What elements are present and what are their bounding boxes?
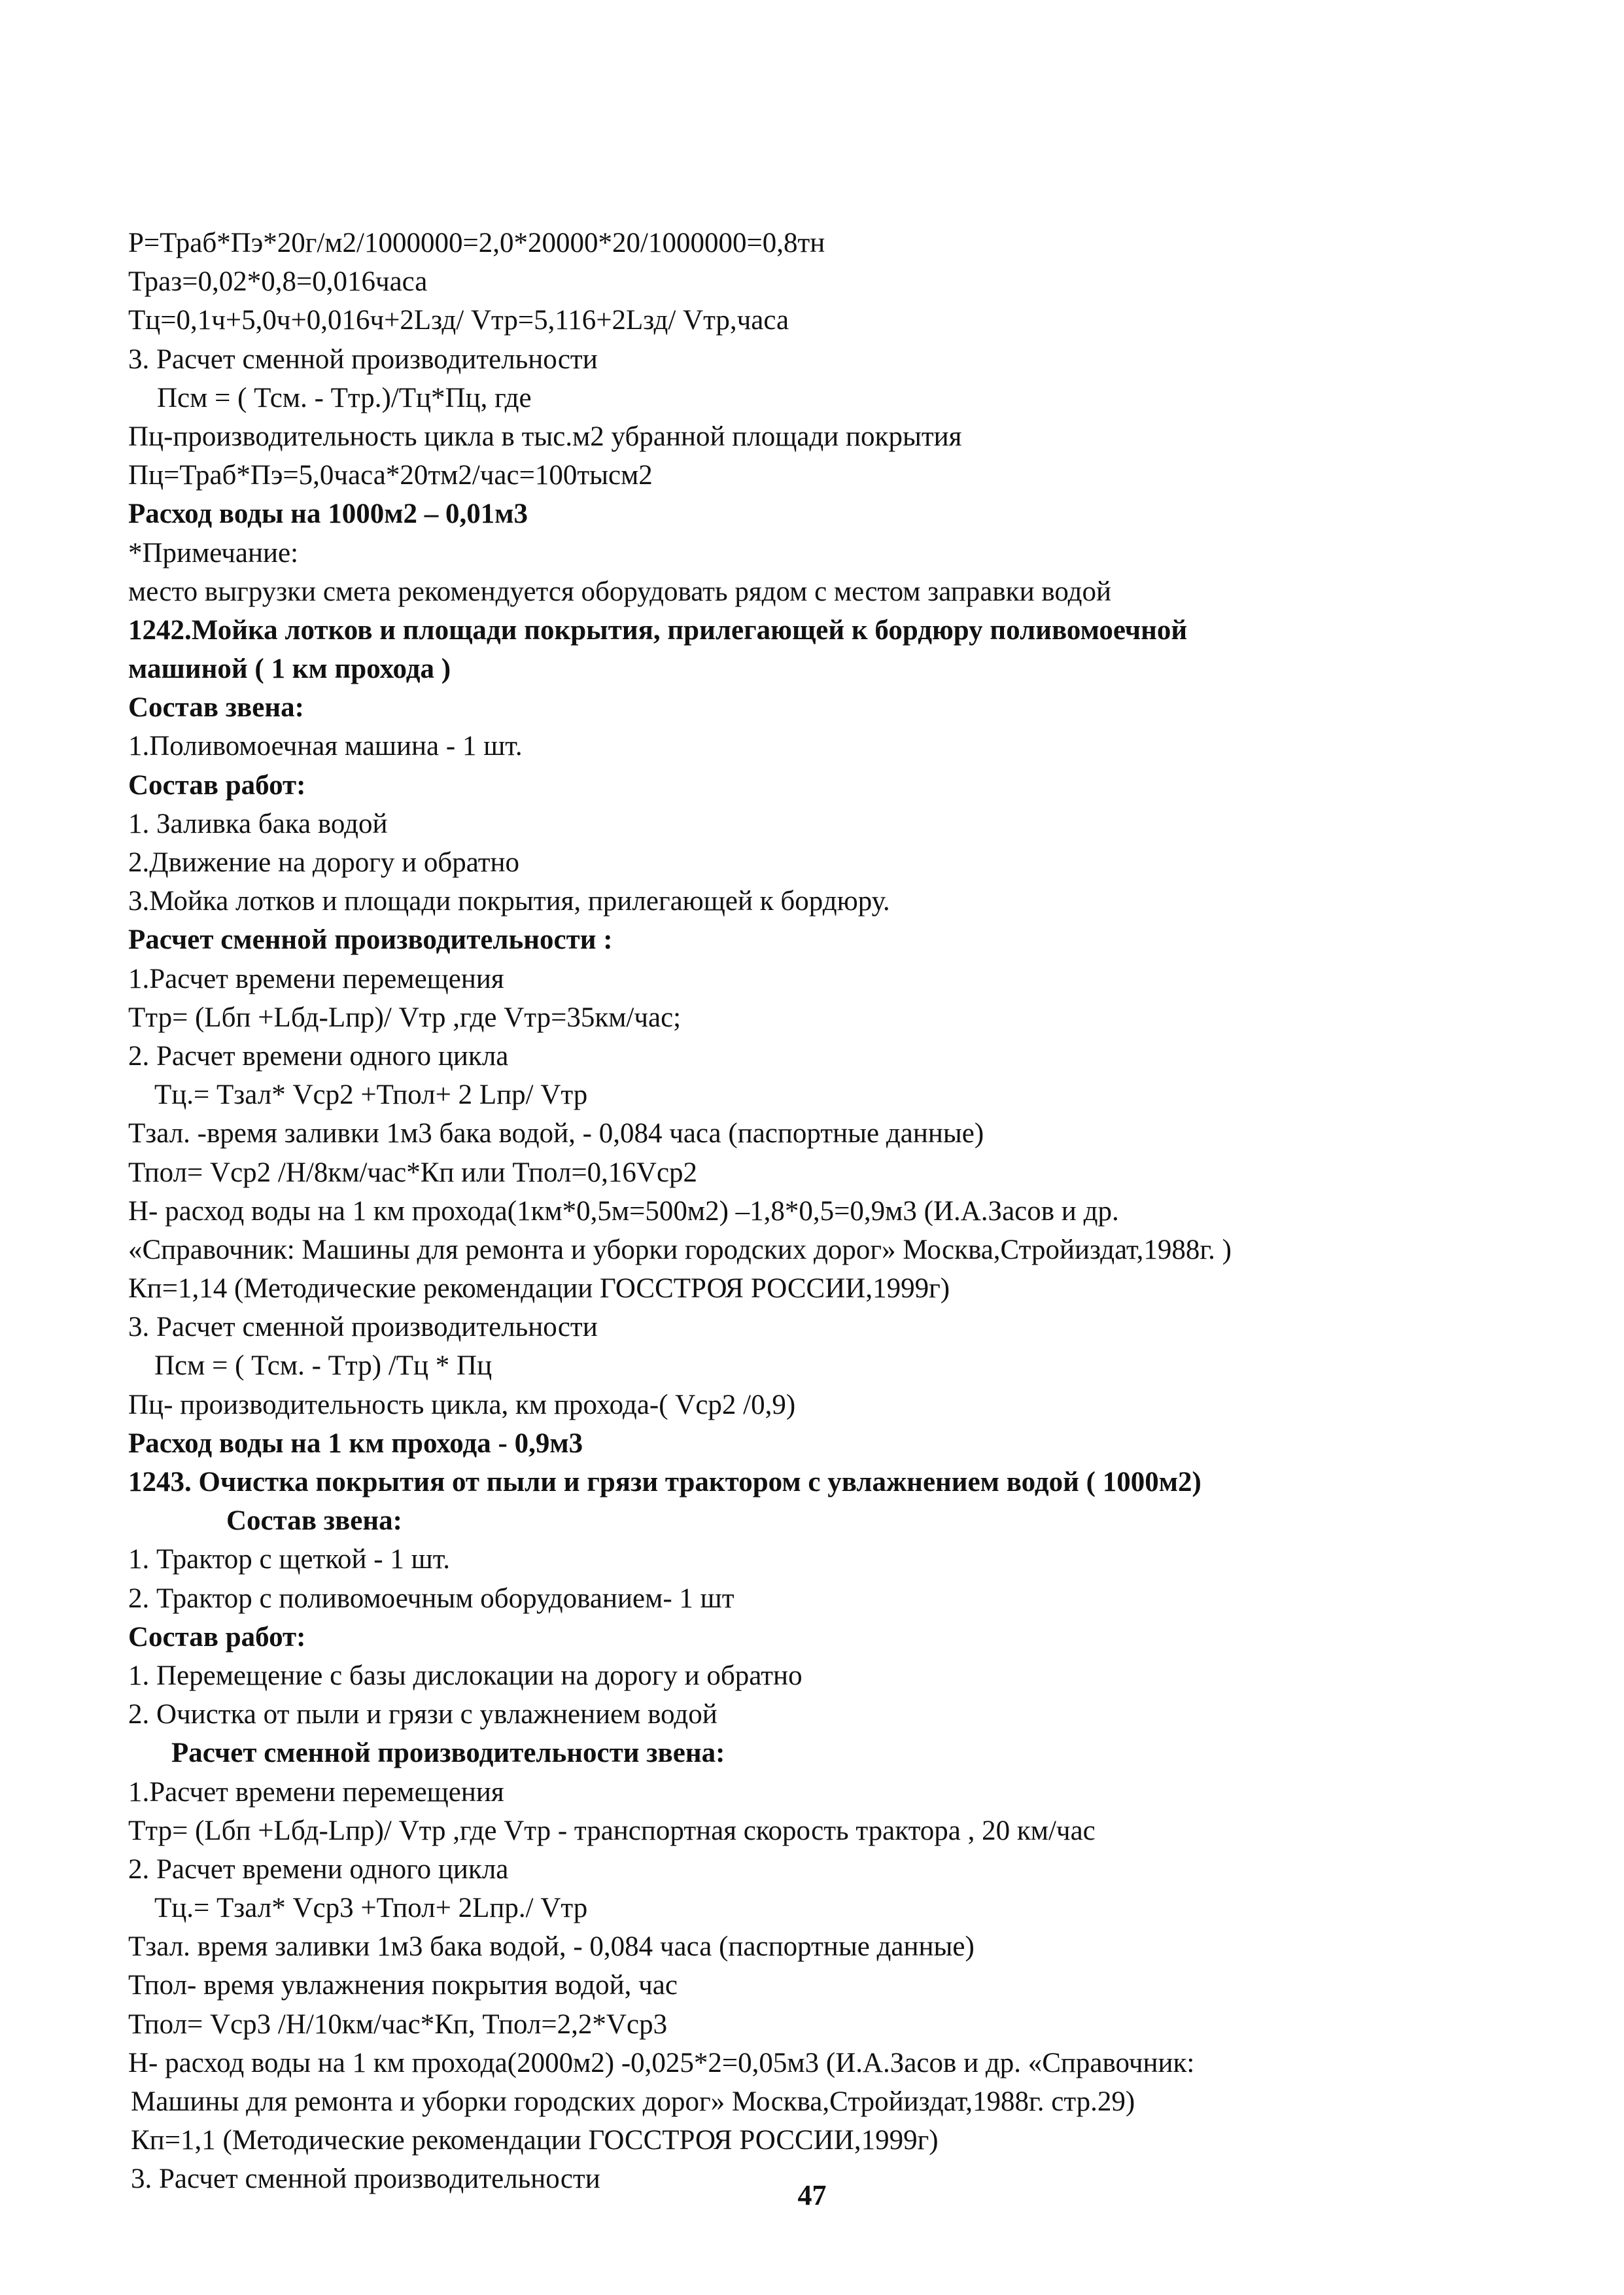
text-line: 1. Заливка бака водой xyxy=(128,808,388,839)
text-line: место выгрузки смета рекомендуется оборудовать рядом с местом заправки водой xyxy=(128,576,1111,607)
text-line: Тц.= Тзал* Vср2 +Тпол+ 2 Lпр/ Vтр xyxy=(154,1079,588,1111)
text-line: 3. Расчет сменной производительности xyxy=(128,1312,598,1343)
text-line: Ттр= (Lбп +Lбд-Lпр)/ Vтр ,где Vтр - транспортная скорость трактора , 20 км/час xyxy=(128,1815,1096,1846)
text-line: Н- расход воды на 1 км прохода(2000м2) -0,025*2=0,05м3 (И.А.Засов и др. «Справочник: xyxy=(128,2047,1195,2078)
text-line: 1.Расчет времени перемещения xyxy=(128,963,504,994)
text-line: Тзал. -время заливки 1м3 бака водой, - 0,084 часа (паспортные данные) xyxy=(128,1118,984,1149)
heading-line: Расчет сменной производительности : xyxy=(128,924,613,956)
text-line: Тпол- время увлажнения покрытия водой, час xyxy=(128,1970,678,2001)
text-line: Пц- производительность цикла, км прохода-( Vср2 /0,9) xyxy=(128,1389,796,1420)
text-line: 1. Трактор с щеткой - 1 шт. xyxy=(128,1544,451,1575)
text-line: Тзал. время заливки 1м3 бака водой, - 0,084 часа (паспортные данные) xyxy=(128,1931,975,1963)
text-line: Кп=1,1 (Методические рекомендации ГОССТРОЯ РОССИИ,1999г) xyxy=(131,2125,939,2156)
text-line: Псм = ( Тсм. - Ттр) /Тц * Пц xyxy=(154,1350,492,1382)
text-line: Машины для ремонта и уборки городских дорог» Москва,Стройиздат,1988г. стр.29) xyxy=(131,2086,1135,2117)
text-line: *Примечание: xyxy=(128,537,299,569)
heading-line: Расход воды на 1 км прохода - 0,9м3 xyxy=(128,1428,583,1459)
text-line: «Справочник: Машины для ремонта и уборки городских дорог» Москва,Стройиздат,1988г. ) xyxy=(128,1234,1232,1265)
text-line: 1. Перемещение с базы дислокации на дорогу и обратно xyxy=(128,1660,803,1691)
text-line: Н- расход воды на 1 км прохода(1км*0,5м=500м2) –1,8*0,5=0,9м3 (И.А.Засов и др. xyxy=(128,1195,1119,1227)
text-line: 2. Расчет времени одного цикла xyxy=(128,1853,509,1885)
text-line: Пц=Траб*Пэ=5,0часа*20тм2/час=100тысм2 xyxy=(128,460,653,491)
text-line: 1.Расчет времени перемещения xyxy=(128,1776,504,1808)
text-line: Траз=0,02*0,8=0,016часа xyxy=(128,266,428,298)
text-line: Тпол= Vср3 /Н/10км/час*Кп, Тпол=2,2*Vср3 xyxy=(128,2008,668,2040)
text-line: Псм = ( Тсм. - Ттр.)/Тц*Пц, где xyxy=(157,382,532,413)
heading-line: Состав работ: xyxy=(128,1621,306,1653)
document-body xyxy=(128,224,1528,2199)
text-line: 3.Мойка лотков и площади покрытия, прилегающей к бордюру. xyxy=(128,886,890,917)
text-line: Тпол= Vср2 /Н/8км/час*Кп или Тпол=0,16Vср2 xyxy=(128,1157,698,1188)
text-line: Кп=1,14 (Методические рекомендации ГОССТРОЯ РОССИИ,1999г) xyxy=(128,1273,950,1305)
text-line: 1.Поливомоечная машина - 1 шт. xyxy=(128,731,523,762)
text-line: 3. Расчет сменной производительности xyxy=(131,2164,600,2195)
heading-line: Состав звена: xyxy=(226,1505,402,1537)
heading-line: Расход воды на 1000м2 – 0,01м3 xyxy=(128,499,528,530)
text-line: Тц=0,1ч+5,0ч+0,016ч+2Lзд/ Vтр=5,116+2Lзд/ Vтр,часа xyxy=(128,305,789,336)
text-line: 2. Очистка от пыли и грязи с увлажнением водой xyxy=(128,1699,717,1730)
heading-line: Состав работ: xyxy=(128,769,306,801)
text-line: Тц.= Тзал* Vср3 +Тпол+ 2Lпр./ Vтр xyxy=(154,1893,588,1924)
text-line: 3. Расчет сменной производительности xyxy=(128,343,598,375)
text-line: 2. Расчет времени одного цикла xyxy=(128,1040,509,1072)
heading-line: Состав звена: xyxy=(128,692,304,724)
text-line: Р=Траб*Пэ*20г/м2/1000000=2,0*20000*20/1000000=0,8тн xyxy=(128,228,825,258)
heading-line: 1242.Мойка лотков и площади покрытия, прилегающей к бордюру поливомоечной xyxy=(128,614,1188,646)
text-line: 2. Трактор с поливомоечным оборудованием- 1 шт xyxy=(128,1583,734,1614)
heading-line: машиной ( 1 км прохода ) xyxy=(128,654,451,685)
text-line: Пц-производительность цикла в тыс.м2 убранной площади покрытия xyxy=(128,421,962,452)
heading-line: Расчет сменной производительности звена: xyxy=(171,1738,725,1769)
text-line: Ттр= (Lбп +Lбд-Lпр)/ Vтр ,где Vтр=35км/час; xyxy=(128,1002,682,1033)
heading-line: 1243. Очистка покрытия от пыли и грязи трактором с увлажнением водой ( 1000м2) xyxy=(128,1467,1201,1498)
text-line: 2.Движение на дорогу и обратно xyxy=(128,847,520,878)
page-number: 47 xyxy=(797,2179,827,2211)
